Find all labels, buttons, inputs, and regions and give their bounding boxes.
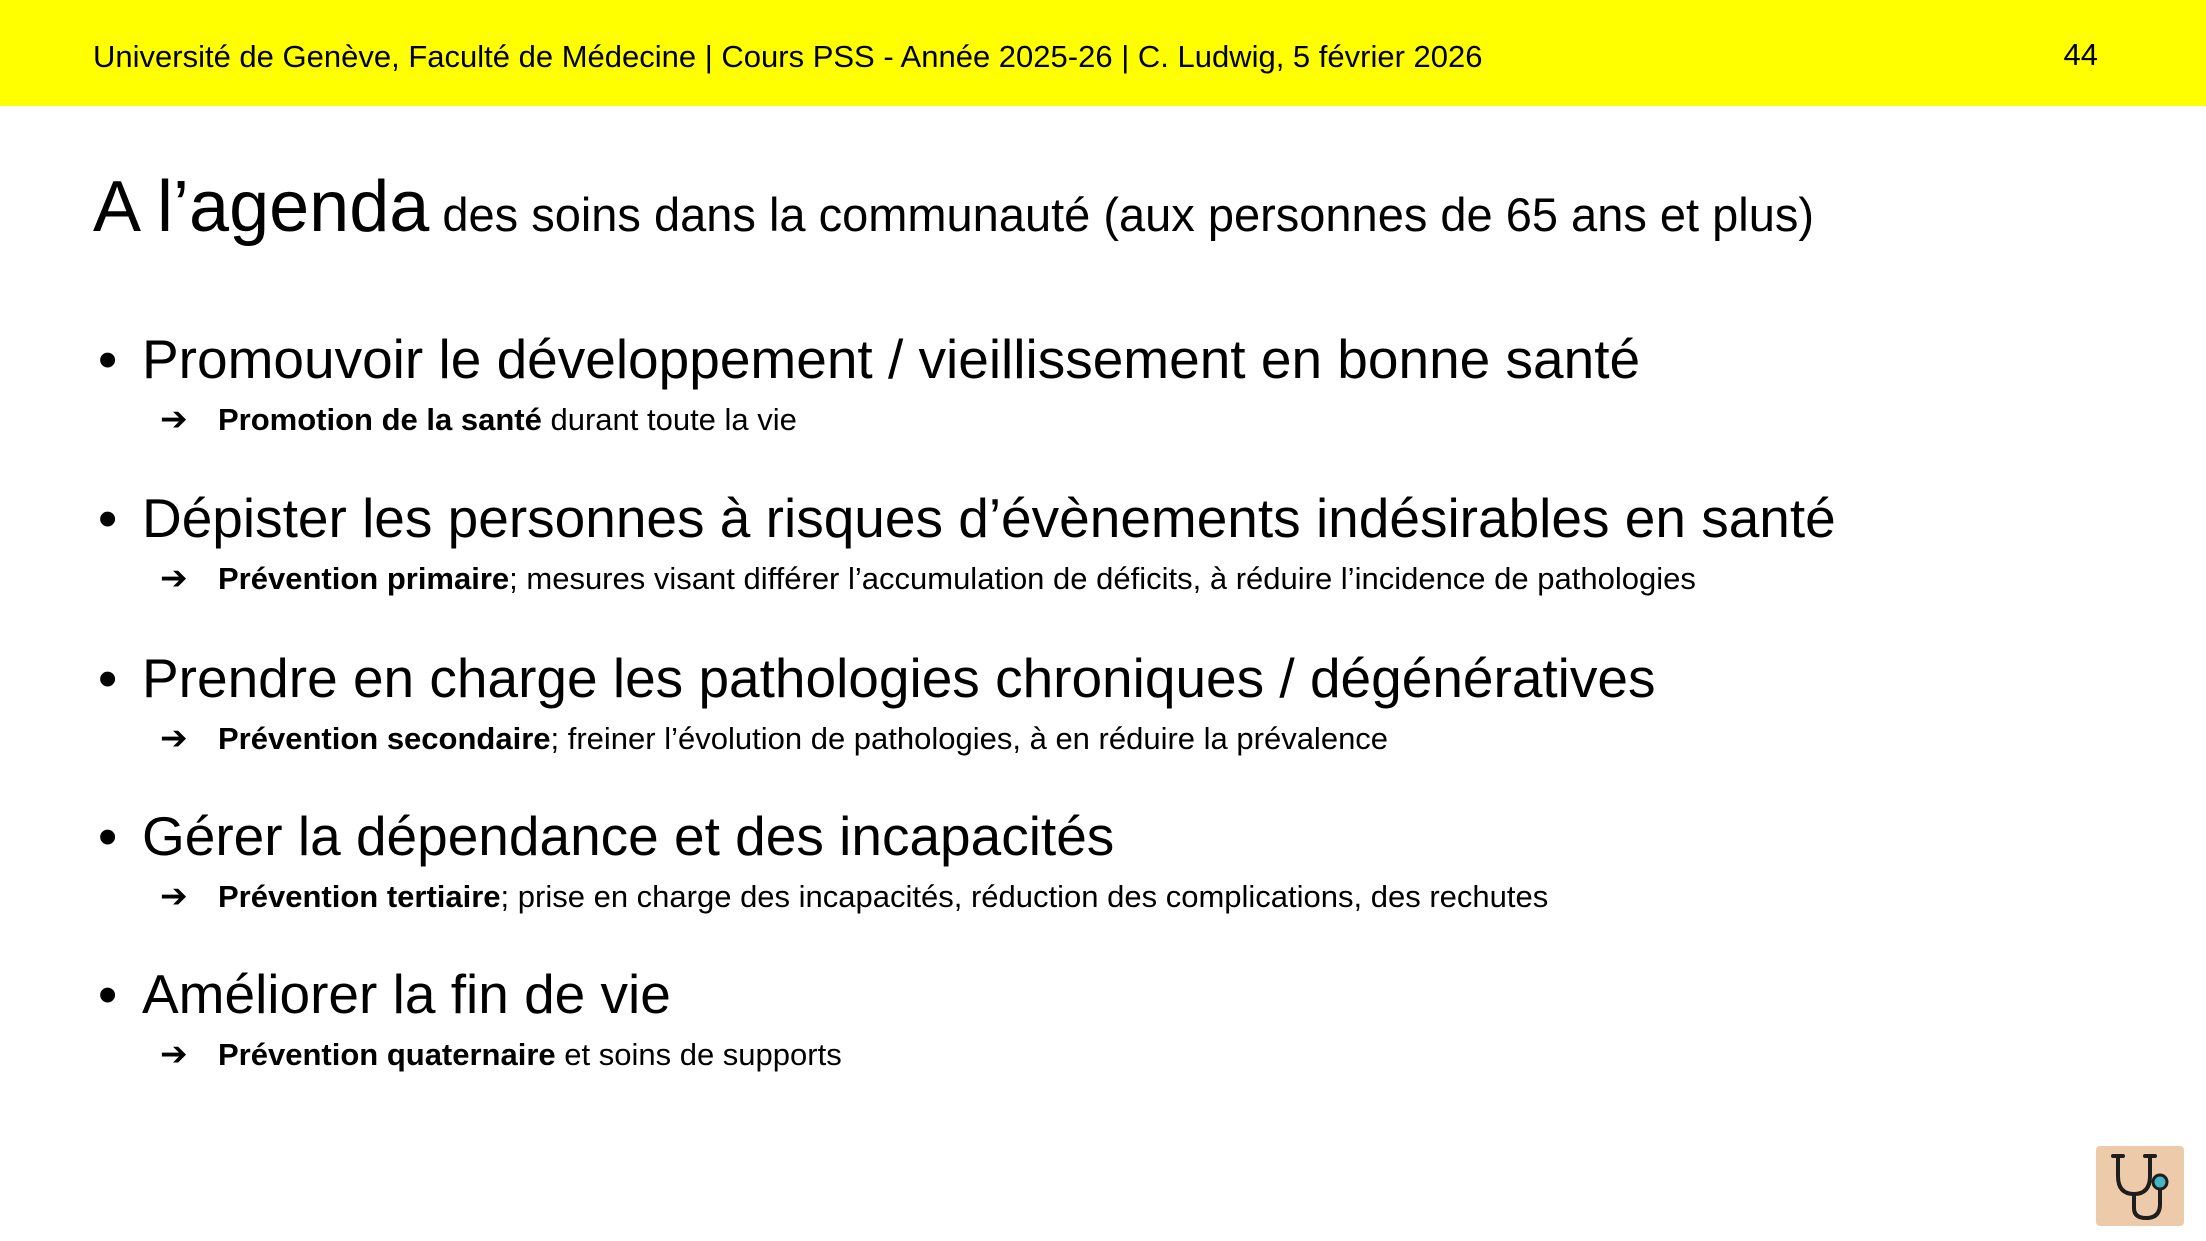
stethoscope-icon <box>2096 1146 2184 1226</box>
page-number: 44 <box>2063 37 2098 72</box>
bullet-item <box>98 645 1656 758</box>
sub-bullet-bold: Promotion de la santé <box>218 402 542 437</box>
bullet-line <box>98 645 1656 711</box>
sub-bullet <box>160 719 1656 758</box>
slide-title-main: A l’agenda <box>93 167 430 247</box>
slide-title-sub: des soins dans la communauté (aux personnes de 65 ans et plus) <box>429 188 1815 241</box>
sub-bullet <box>160 1035 842 1074</box>
sub-bullet-text: ; prise en charge des incapacités, réduction des complications, des rechutes <box>500 879 1549 914</box>
bullet-item <box>98 803 1548 916</box>
bullet-text: Promouvoir le développement / vieillissement en bonne santé <box>142 328 1641 390</box>
arrow-right-icon: ➔ <box>160 1034 188 1073</box>
arrow-right-icon: ➔ <box>160 876 188 915</box>
sub-bullet-bold: Prévention secondaire <box>218 721 551 756</box>
arrow-right-icon: ➔ <box>160 558 188 597</box>
bullet-marker: • <box>98 963 118 1025</box>
bullet-marker: • <box>98 805 118 867</box>
arrow-right-icon: ➔ <box>160 718 188 757</box>
bullet-item <box>98 961 842 1074</box>
sub-bullet-text: durant toute la vie <box>541 402 797 437</box>
sub-bullet-bold: Prévention quaternaire <box>218 1037 556 1072</box>
bullet-marker: • <box>98 647 118 709</box>
bullet-line <box>98 485 1836 551</box>
header-text: Université de Genève, Faculté de Médecine | Cours PSS - Année 2025-26 | C. Ludwig, 5 février 2026 <box>93 39 1483 74</box>
sub-bullet <box>160 400 1640 439</box>
bullet-text: Améliorer la fin de vie <box>142 963 671 1025</box>
bullet-marker: • <box>98 487 118 549</box>
sub-bullet <box>160 877 1548 916</box>
bullet-text: Gérer la dépendance et des incapacités <box>142 805 1115 867</box>
bullet-item <box>98 326 1640 439</box>
logo <box>2096 1146 2184 1226</box>
sub-bullet-bold: Prévention primaire <box>218 561 510 596</box>
arrow-right-icon: ➔ <box>160 399 188 438</box>
bullet-line <box>98 961 842 1027</box>
bullet-text: Prendre en charge les pathologies chroniques / dégénératives <box>142 647 1656 709</box>
bullet-text: Dépister les personnes à risques d’évènements indésirables en santé <box>142 487 1836 549</box>
bullet-line <box>98 803 1548 869</box>
sub-bullet-bold: Prévention tertiaire <box>218 879 501 914</box>
sub-bullet <box>160 559 1836 598</box>
bullet-marker: • <box>98 328 118 390</box>
bullet-line <box>98 326 1640 392</box>
sub-bullet-text: ; freiner l’évolution de pathologies, à en réduire la prévalence <box>550 721 1389 756</box>
slide-title <box>93 162 1814 272</box>
sub-bullet-text: et soins de supports <box>555 1037 842 1072</box>
header-band <box>0 0 2206 106</box>
bullet-item <box>98 485 1836 598</box>
sub-bullet-text: ; mesures visant différer l’accumulation de déficits, à réduire l’incidence de pathologies <box>509 561 1696 596</box>
